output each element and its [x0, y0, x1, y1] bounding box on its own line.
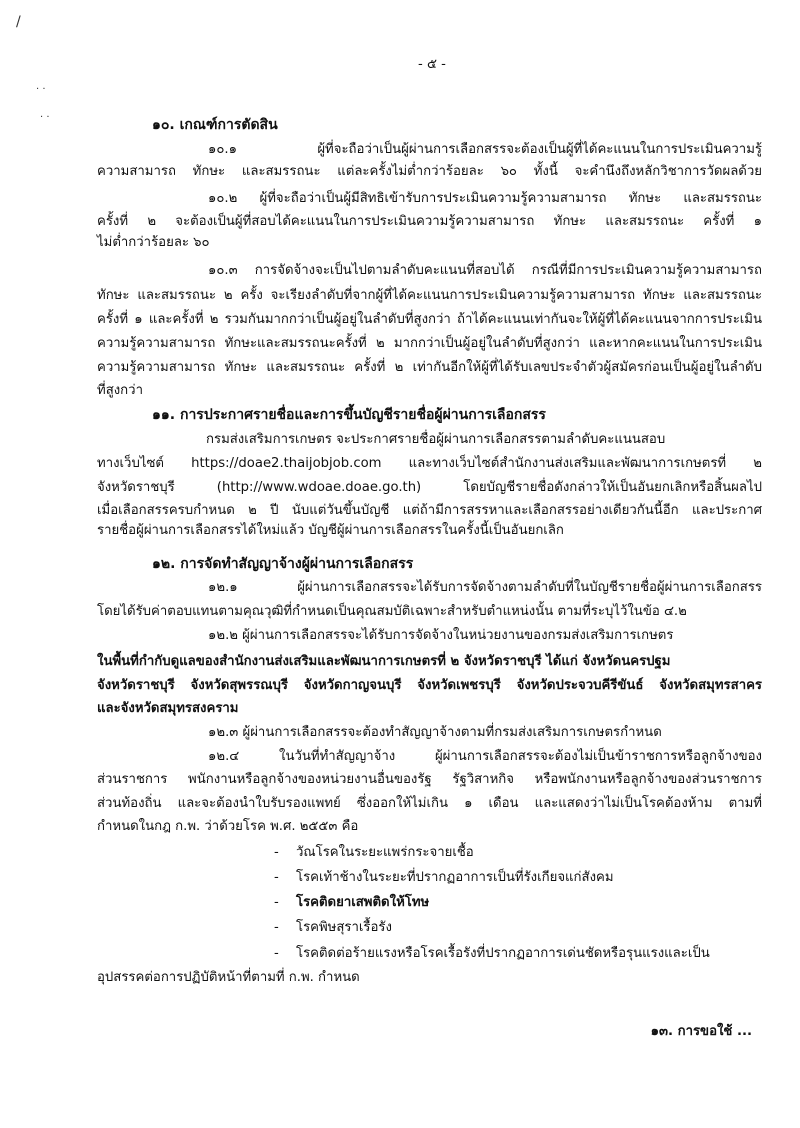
paragraph-line: ๑๒.๒ ผู้ผ่านการเลือกสรรจะได้รับการจัดจ้างในหน่วยงานของกรมส่งเสริมการเกษตร — [208, 628, 674, 643]
paragraph-line: ความสามารถ ทักษะ และสมรรถนะ แต่ละครั้งไม่ต่ำกว่าร้อยละ ๖๐ ทั้งนี้ จะคำนึงถึงหลักวิชาการวัดผลด้วย — [97, 164, 762, 179]
paragraph-line: ๑๒.๑ ผู้ผ่านการเลือกสรรจะได้รับการจัดจ้างตามลำดับที่ในบัญชีรายชื่อผู้ผ่านการเลือกสรร — [208, 580, 762, 595]
list-bullet: - — [274, 870, 279, 885]
paragraph-line: ความรู้ความสามารถ ทักษะ และสมรรถนะ ครั้งที่ ๒ เท่ากันอีกให้ผู้ที่ได้รับเลขประจำตัวผู้สมัครก่อนเป็นผู้อยู่ในลำดับ — [97, 360, 762, 375]
paragraph-line: ในพื้นที่กำกับดูแลของสำนักงานส่งเสริมและพัฒนาการเกษตรที่ ๒ จังหวัดราชบุรี ได้แก่ จังหวัดนครปฐม — [97, 654, 671, 669]
paragraph-line: ไม่ต่ำกว่าร้อยละ ๖๐ — [97, 235, 210, 250]
scan-speck: · · — [40, 112, 50, 123]
paragraph-line: จังหวัดราชบุรี จังหวัดสุพรรณบุรี จังหวัดกาญจนบุรี จังหวัดเพชรบุรี จังหวัดประจวบคีรีขันธ์ จังหวัดสมุทรสาคร — [97, 678, 762, 693]
paragraph-line: ๑๐.๓ การจัดจ้างจะเป็นไปตามลำดับคะแนนที่สอบได้ กรณีที่มีการประเมินความรู้ความสามารถ — [208, 263, 762, 278]
scan-speck: · · — [36, 84, 46, 95]
paragraph-line: ๑๐.๑ ผู้ที่จะถือว่าเป็นผู้ผ่านการเลือกสรรจะต้องเป็นผู้ที่ได้คะแนนในการประเมินความรู้ — [208, 142, 762, 157]
paragraph-line: ส่วนราชการ พนักงานหรือลูกจ้างของหน่วยงานอื่นของรัฐ รัฐวิสาหกิจ หรือพนักงานหรือลูกจ้างของส่วนราชการ — [97, 772, 762, 787]
section-11-heading: ๑๑. การประกาศรายชื่อและการขึ้นบัญชีรายชื่อผู้ผ่านการเลือกสรร — [152, 407, 546, 423]
paragraph-line: ๑๐.๒ ผู้ที่จะถือว่าเป็นผู้มีสิทธิเข้ารับการประเมินความรู้ความสามารถ ทักษะ และสมรรถนะ — [208, 191, 762, 206]
list-item: โรคติดต่อร้ายแรงหรือโรคเรื้อรังที่ปรากฏอาการเด่นชัดหรือรุนแรงและเป็น — [296, 946, 710, 961]
paragraph-line: ทักษะ และสมรรถนะ ๒ ครั้ง จะเรียงลำดับที่จากผู้ที่ได้คะแนนการประเมินความรู้ความสามารถ ทักษะ และสมรรถนะ — [97, 288, 762, 303]
list-bullet: - — [274, 895, 279, 910]
list-item: โรคติดยาเสพติดให้โทษ — [296, 895, 430, 910]
list-item: วัณโรคในระยะแพร่กระจายเชื้อ — [296, 845, 474, 860]
paragraph-line: กำหนดในกฎ ก.พ. ว่าด้วยโรค พ.ศ. ๒๕๕๓ คือ — [97, 819, 359, 834]
list-item: โรคเท้าช้างในระยะที่ปรากฏอาการเป็นที่รังเกียจแก่สังคม — [296, 870, 614, 885]
paragraph-line: ๑๒.๓ ผู้ผ่านการเลือกสรรจะต้องทำสัญญาจ้างตามที่กรมส่งเสริมการเกษตรกำหนด — [208, 725, 662, 740]
paragraph-line: ส่วนท้องถิ่น และจะต้องนำใบรับรองแพทย์ ซึ่งออกให้ไม่เกิน ๑ เดือน และแสดงว่าไม่เป็นโรคต้องห้าม ตามที่ — [97, 796, 762, 811]
section-10-heading: ๑๐. เกณฑ์การตัดสิน — [152, 117, 278, 133]
continuation-note: ๑๓. การขอใช้ ... — [650, 1024, 752, 1039]
paragraph-line: เมื่อเลือกสรรครบกำหนด ๒ ปี นับแต่วันขึ้นบัญชี แต่ถ้ามีการสรรหาและเลือกสรรอย่างเดียวกันนี้อีก และประกาศ — [97, 503, 762, 518]
section-12-heading: ๑๒. การจัดทำสัญญาจ้างผู้ผ่านการเลือกสรร — [152, 556, 414, 572]
paragraph-line: อุปสรรคต่อการปฏิบัติหน้าที่ตามที่ ก.พ. กำหนด — [97, 970, 360, 985]
list-item: โรคพิษสุราเรื้อรัง — [296, 920, 392, 935]
list-bullet: - — [274, 946, 279, 961]
paragraph-line: กรมส่งเสริมการเกษตร จะประกาศรายชื่อผู้ผ่านการเลือกสรรตามลำดับคะแนนสอบ — [206, 432, 666, 447]
paragraph-line: ที่สูงกว่า — [97, 383, 143, 398]
paragraph-line: จังหวัดราชบุรี (http://www.wdoae.doae.go.th) โดยบัญชีรายชื่อดังกล่าวให้เป็นอันยกเลิกหรือสิ้นผลไป — [97, 480, 762, 495]
handwritten-check-mark: / — [16, 14, 21, 30]
paragraph-line: รายชื่อผู้ผ่านการเลือกสรรได้ใหม่แล้ว บัญชีผู้ผ่านการเลือกสรรในครั้งนี้เป็นอันยกเลิก — [97, 523, 564, 538]
paragraph-line: ความรู้ความสามารถ ทักษะและสมรรถนะครั้งที่ ๒ มากกว่าเป็นผู้อยู่ในลำดับที่สูงกว่า และหากคะแนนในการประเมิน — [97, 336, 762, 351]
paragraph-line: ครั้งที่ ๒ จะต้องเป็นผู้ที่สอบได้คะแนนในการประเมินความรู้ความสามารถ ทักษะ และสมรรถนะ ครั้งที่ ๑ — [97, 214, 762, 229]
page-number: - ๕ - — [418, 57, 446, 72]
paragraph-line: ๑๒.๔ ในวันที่ทำสัญญาจ้าง ผู้ผ่านการเลือกสรรจะต้องไม่เป็นข้าราชการหรือลูกจ้างของ — [208, 749, 762, 764]
list-bullet: - — [274, 920, 279, 935]
paragraph-line: ทางเว็บไซต์ https://doae2.thaijobjob.com และทางเว็บไซต์สำนักงานส่งเสริมและพัฒนาการเกษตรที่ ๒ — [97, 456, 762, 471]
paragraph-line: โดยได้รับค่าตอบแทนตามคุณวุฒิที่กำหนดเป็นคุณสมบัติเฉพาะสำหรับตำแหน่งนั้น ตามที่ระบุไว้ในข้อ ๔.๒ — [97, 604, 687, 619]
paragraph-line: และจังหวัดสมุทรสงคราม — [97, 701, 239, 716]
list-bullet: - — [274, 845, 279, 860]
paragraph-line: ครั้งที่ ๑ และครั้งที่ ๒ รวมกันมากกว่าเป็นผู้อยู่ในลำดับที่สูงกว่า ถ้าได้คะแนนเท่ากันจะให้ผู้ที่ได้คะแนนจากการประเมิน — [97, 312, 762, 327]
